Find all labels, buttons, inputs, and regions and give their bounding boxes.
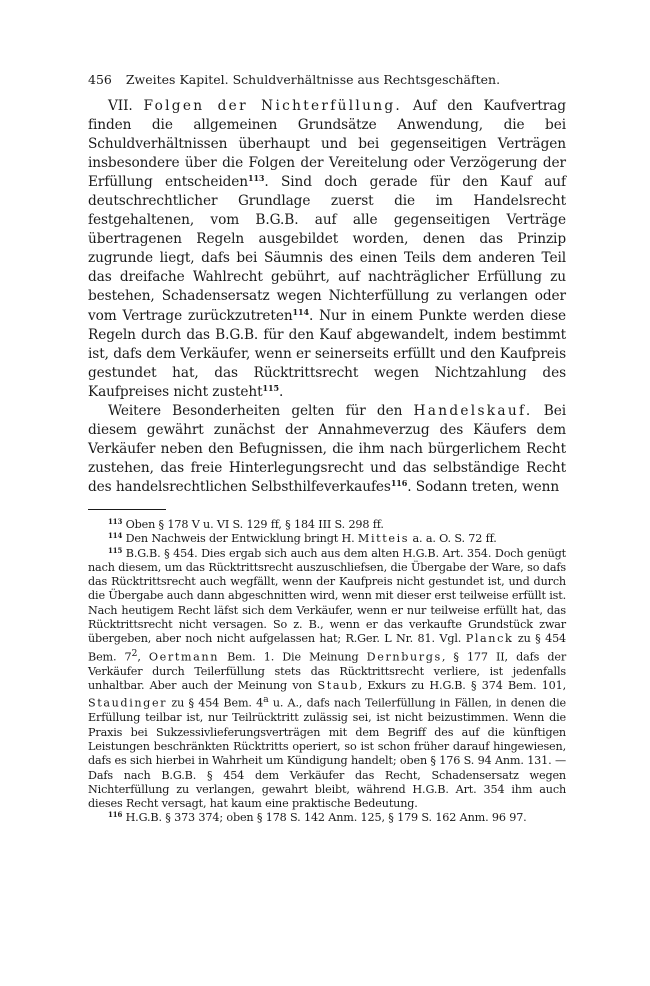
page-number: 456 xyxy=(88,72,112,87)
author-name: Oertmann xyxy=(148,650,220,664)
footnote-divider xyxy=(88,509,166,510)
text-run: . Sodann treten, wenn xyxy=(407,478,560,495)
footnote-text: a. a. O. S. 72 ff. xyxy=(412,532,497,546)
footnote-text: B.G.B. § 454. Dies ergab sich auch aus dem alten H.G.B. Art. 354. Doch genügt nach diesem, um das Rücktrittsrecht auszuschliefsen, die Übergabe der Ware, so dafs das Rücktrittsrecht auch wegfällt, wenn der Kaufpreis nicht gestundet ist, und durch die Übergabe auch dann abgeschnitten wird, wenn mit dieser erst teilweise erfüllt ist. Nach heutigem Recht läfst sich dem Verkäufer, wenn er nur teilweise erfüllt hat, das Rücktrittsrecht nicht versagen. So z. B., wenn er das verkaufte Grundstück zwar übergeben, aber noch nicht aufgelassen hat; R.Ger. L Nr. 81. Vgl. xyxy=(88,546,567,646)
running-head xyxy=(88,72,566,87)
footnote-ref-116[interactable]: 116 xyxy=(390,477,408,488)
text-run: Auf den Kaufvertrag finden die allgemeinen Grundsätze Anwendung, die bei Schuldverhältnissen überhaupt und bei gegenseitigen Verträgen insbesondere über die Folgen der Vereitelung oder Verzögerung der Erfüllung entscheiden xyxy=(88,98,566,191)
text-run: Weitere Besonderheiten gelten für den xyxy=(108,402,403,419)
section-heading: Folgen der Nichterfüllung. xyxy=(143,98,403,114)
text-run: . xyxy=(278,383,284,400)
paragraph-folgen-der-nichterfuellung xyxy=(88,97,566,402)
author-name: Planck xyxy=(465,632,514,646)
footnote-text: H.G.B. § 373 374; oben § 178 S. 142 Anm. 125, § 179 S. 162 Anm. 96 97. xyxy=(125,811,527,825)
main-text xyxy=(88,97,566,497)
footnote-text: , xyxy=(137,650,141,664)
text-run: Bei diesem gewährt zunächst der Annahmeverzug des Käufers dem Verkäufer neben den Befugnissen, die ihm nach bürgerlichem Recht zustehen, das freie Hinterlegungsrecht und das selbständige Recht des handelsrechtlichen Selbsthilfeverkaufes xyxy=(88,402,566,495)
footnote-mark: 115 xyxy=(108,545,123,555)
text-run: . Nur in einem Punkte werden diese Regeln durch das B.G.B. für den Kauf abgewandelt, indem bestimmt ist, dafs dem Verkäufer, wenn er seinerseits erfüllt und den Kaufpreis gestundet hat, das Rücktrittsrecht wegen Nichtzahlung des Kaufpreises nicht zusteht xyxy=(88,307,566,400)
footnote-text: Bem. 1. Die Meinung xyxy=(227,650,359,664)
superscript: 2 xyxy=(131,647,138,659)
footnote-ref-113[interactable]: 113 xyxy=(247,173,265,184)
paragraph-handelskauf xyxy=(88,402,566,497)
running-title: Zweites Kapitel. Schuldverhältnisse aus Rechtsgeschäften. xyxy=(125,72,501,87)
author-name: Staub xyxy=(317,678,359,692)
author-name: Staudinger xyxy=(88,697,168,711)
footnote-text: zu § 454 Bem. 7 xyxy=(88,632,567,664)
footnote-ref-114[interactable]: 114 xyxy=(292,306,309,317)
footnote-mark: 116 xyxy=(108,810,123,820)
superscript: a xyxy=(263,694,269,706)
footnote-text: , Exkurs zu H.G.B. § 374 Bem. 101, xyxy=(358,678,567,692)
footnote-text: zu § 454 Bem. 4 xyxy=(171,697,264,711)
footnote-mark: 114 xyxy=(108,531,123,541)
footnote-text: u. A., dafs nach Teilerfüllung in Fällen, in denen die Erfüllung teilbar ist, nur Teilrücktritt zulässig sei, ist nicht beizustimmen. Wenn die Praxis bei Sukzessivlieferungsverträgen mit dem Begriff des auf die künftigen Leistungen beschränkten Rücktritts operiert, so ist schon früher darauf hingewiesen, dafs es sich hierbei in Wahrheit um Kündigung handelt; oben § 176 S. 94 Anm. 131. — Dafs nach B.G.B. § 454 dem Verkäufer das Recht, Schadensersatz wegen Nichterfüllung zu verlangen, gewahrt bleibt, während H.G.B. Art. 354 ihm auch dieses Recht versagt, hat kaum eine praktische Bedeutung. xyxy=(88,697,567,811)
footnote-mark: 113 xyxy=(108,516,123,526)
section-number: VII. xyxy=(108,98,133,114)
footnote-ref-115[interactable]: 115 xyxy=(262,382,279,393)
footnote-115 xyxy=(88,547,566,812)
book-page xyxy=(88,72,566,826)
footnote-116 xyxy=(88,811,566,825)
footnote-text: , § 177 II, dafs der Verkäufer durch Teilerfüllung stets das Rücktrittsrecht verliere, ist jedenfalls unhaltbar. Aber auch der Meinung von xyxy=(88,650,567,692)
term-handelskauf: Handelskauf. xyxy=(413,402,533,419)
footnote-113 xyxy=(88,518,566,532)
footnote-text: Oben § 178 V u. VI S. 129 ff, § 184 III S. 298 ff. xyxy=(125,517,384,531)
footnote-114 xyxy=(88,532,566,546)
footnotes xyxy=(88,518,566,826)
author-name: Mitteis xyxy=(357,532,410,546)
author-name: Dernburgs xyxy=(366,650,442,664)
text-run: . Sind doch gerade für den Kauf auf deutschrechtlicher Grundlage zuerst die im Handelsrecht festgehaltenen, vom B.G.B. auf alle gegenseitigen Verträge übertragenen Regeln ausgebildet worden, denen das Prinzip zugrunde liegt, dafs bei Säumnis des einen Teils dem anderen Teil das dreifache Wahlrecht gebührt, auf nachträglicher Erfüllung zu bestehen, Schadensersatz wegen Nichterfüllung zu verlangen oder vom Vertrage zurückzutreten xyxy=(88,174,566,324)
footnote-text: Den Nachweis der Entwicklung bringt H. xyxy=(125,532,355,546)
